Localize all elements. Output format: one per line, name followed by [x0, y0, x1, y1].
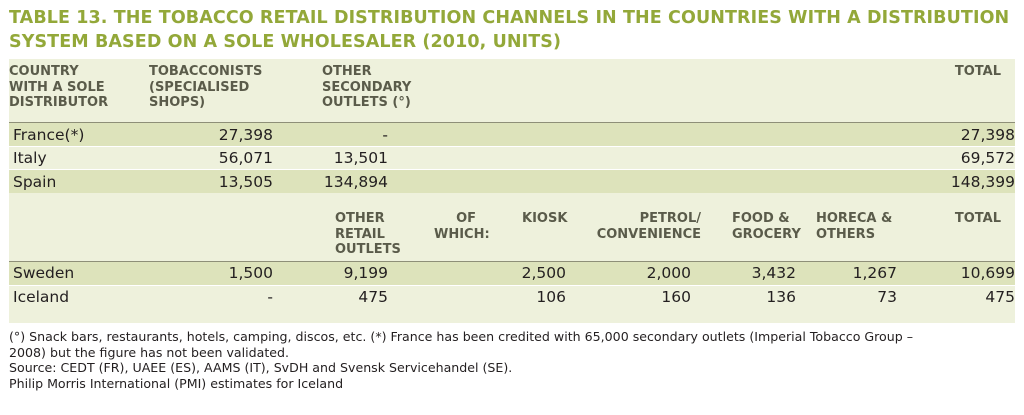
footnotes — [9, 329, 1019, 391]
cell-total-france: 27,398 — [960, 126, 1015, 144]
cell-total-sweden: 10,699 — [960, 264, 1015, 282]
cell-petrol-sweden: 2,000 — [646, 264, 691, 282]
col-header-secondary-outlets: OTHER SECONDARY OUTLETS (°) — [322, 64, 412, 110]
row-band-spain — [9, 170, 1015, 193]
col-header-kiosk: KIOSK — [522, 211, 568, 226]
col-header-horeca-others: HORECA & OTHERS — [816, 211, 893, 242]
cell-country-spain: Spain — [13, 173, 57, 191]
cell-secondary-italy: 13,501 — [333, 149, 388, 167]
col-header-tobacconists: TOBACCONISTS (SPECIALISED SHOPS) — [149, 64, 263, 110]
table-title-line-2: SYSTEM BASED ON A SOLE WHOLESALER (2010, UNITS) — [9, 32, 562, 52]
cell-total-italy: 69,572 — [960, 149, 1015, 167]
cell-tobacconists-spain: 13,505 — [218, 173, 273, 191]
footnote-line-2: 2008) but the figure has not been validated. — [9, 344, 290, 360]
col-header-total-1: TOTAL — [954, 64, 1001, 79]
col-header-total-2: TOTAL — [954, 211, 1001, 226]
cell-retail-iceland: 475 — [358, 288, 388, 306]
source-line: Source: CEDT (FR), UAEE (ES), AAMS (IT), SvDH and Svensk Servicehandel (SE). — [9, 360, 513, 375]
table-bottom-band — [9, 308, 1015, 323]
col-header-other-retail-outlets: OTHER RETAIL OUTLETS — [335, 211, 401, 257]
cell-country-france: France(*) — [13, 126, 85, 144]
cell-kiosk-iceland: 106 — [536, 288, 566, 306]
col-header-petrol-convenience: PETROL/ CONVENIENCE — [596, 211, 701, 242]
cell-secondary-spain: 134,894 — [323, 173, 388, 191]
table-title-line-1: TABLE 13. THE TOBACCO RETAIL DISTRIBUTION CHANNELS IN THE COUNTRIES WITH A DISTRIBUTION — [9, 8, 1010, 28]
cell-country-iceland: Iceland — [13, 288, 70, 306]
cell-total-spain: 148,399 — [950, 173, 1015, 191]
cell-secondary-france: - — [382, 126, 388, 144]
cell-country-sweden: Sweden — [13, 264, 75, 282]
footnote-line-1: (°) Snack bars, restaurants, hotels, camping, discos, etc. (*) France has been credited with 65,000 secondary outlets (Imperial Tobacco Group – — [9, 329, 914, 344]
cell-total-iceland: 475 — [985, 288, 1015, 306]
cell-tobacconists-france: 27,398 — [218, 126, 273, 144]
table-title — [9, 6, 1019, 54]
cell-petrol-iceland: 160 — [661, 288, 691, 306]
source-line-2: Philip Morris International (PMI) estimates for Iceland — [9, 375, 344, 391]
row-band-italy — [9, 147, 1015, 169]
cell-food-sweden: 3,432 — [751, 264, 796, 282]
cell-horeca-iceland: 73 — [877, 288, 897, 306]
cell-tobacconists-iceland: - — [267, 288, 273, 306]
cell-horeca-sweden: 1,267 — [852, 264, 897, 282]
cell-tobacconists-sweden: 1,500 — [228, 264, 273, 282]
row-band-iceland — [9, 286, 1015, 308]
col-header-of-which: OF WHICH: — [434, 211, 490, 242]
cell-food-iceland: 136 — [766, 288, 796, 306]
cell-kiosk-sweden: 2,500 — [521, 264, 566, 282]
row-band-france — [9, 123, 1015, 146]
col-header-country: COUNTRY WITH A SOLE DISTRIBUTOR — [9, 64, 109, 110]
cell-retail-sweden: 9,199 — [343, 264, 388, 282]
cell-tobacconists-italy: 56,071 — [218, 149, 273, 167]
cell-country-italy: Italy — [13, 149, 47, 167]
col-header-food-grocery: FOOD & GROCERY — [732, 211, 801, 242]
